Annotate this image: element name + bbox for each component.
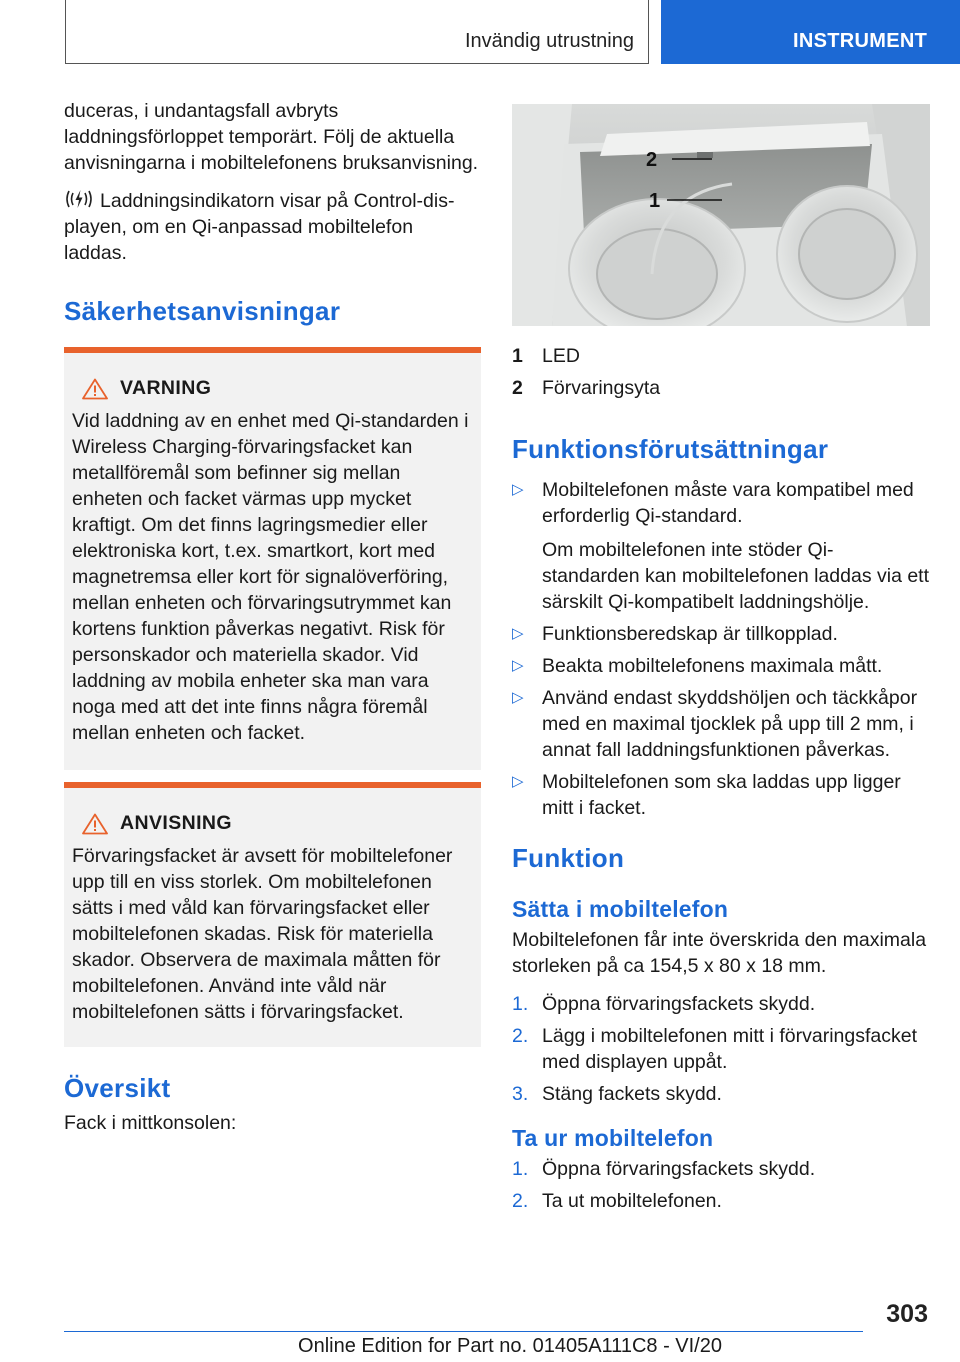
step-item [512,1023,930,1075]
step-text: Öppna förvaringsfackets skydd. [542,993,816,1015]
triangle-bullet-icon: ▷ [512,481,524,498]
header-section-title: Invändig utrustning [464,30,634,52]
list-item [512,685,930,763]
center-console-figure [512,104,930,326]
remove-steps [512,1156,930,1214]
legend-label: Förvaringsyta [542,377,661,399]
figure-legend [512,340,930,404]
legend-number: 2 [512,377,523,399]
wireless-charging-icon [64,188,94,210]
notice-text: Förvaringsfacket är avsett för mobiltelefoner upp till en viss storlek. Om mobiltelefonen sätts i med våld kan förvaringsfacket eller mobiltelefonen skadas. Risk för materiella skador. Observera de maximala måtten för mobiltelefonen. Använd inte våld när mobiltelefonen sätts i förvaringsfacket. [72,845,453,1023]
step-item [512,1156,930,1182]
callout-1: 1 [649,190,661,212]
list-item [512,653,930,679]
step-text: Stäng fackets skydd. [542,1083,722,1105]
left-column [64,98,481,1136]
insert-steps [512,991,930,1107]
notice-box [64,782,481,1047]
step-item [512,1188,930,1214]
step-text: Ta ut mobiltelefonen. [542,1190,722,1212]
notice-triangle-icon [82,813,108,835]
list-item-text: Mobiltelefonen måste vara kompatibel med erforderlig Qi-standard. [542,479,914,527]
indicator-text: Laddningsindikatorn visar på Control-displayen, om en Qi-anpassad mobiltelefon laddas. [64,190,455,264]
triangle-bullet-icon: ▷ [512,773,524,790]
list-item [512,621,930,647]
step-number: 2. [512,1190,529,1212]
footer-edition-text: Online Edition for Part no. 01405A111C8 - VI/20 [298,1335,722,1357]
triangle-bullet-icon: ▷ [512,689,524,706]
footer-divider [64,1331,863,1332]
console-illustration [512,104,930,326]
page-number: 303 [886,1300,928,1328]
legend-row [512,340,930,372]
warning-text: Vid laddning av en enhet med Qi-standarden i Wireless Charging-förvaringsfacket kan metallföremål som befinner sig mellan enheten och facket värmas upp mycket kraftigt. Om det finns lagringsmedier eller elektroniska kort, t.ex. smartkort, kort med magnetremsa eller kort för signalöverföring, mellan enheten och förvaringsutrymmet kan kortens funktion påverkas negativt. Risk för personskador och materiella skador. Vid laddning av mobila enheter ska man vara noga med att det inte finns några föremål mellan enheten och facket. [72,410,469,744]
step-text: Lägg i mobiltelefonen mitt i förvaringsfacket med displayen uppåt. [542,1025,918,1073]
safety-heading: Säkerhetsanvisningar [64,296,341,326]
warning-triangle-icon [82,378,108,400]
list-item-extra: Om mobiltelefonen inte stöder Qi-standarden kan mobiltelefonen laddas via ett särskilt Qi-kompatibelt laddningshölje. [542,539,930,613]
overview-text: Fack i mittkonsolen: [64,1112,237,1134]
header-section-box [65,0,649,64]
list-item [512,477,930,615]
header-chapter-title: INSTRUMENT [793,30,928,52]
legend-label: LED [542,345,580,367]
triangle-bullet-icon: ▷ [512,657,524,674]
list-item-text: Beakta mobiltelefonens maximala mått. [542,655,883,677]
overview-heading: Översikt [64,1073,171,1103]
step-text: Öppna förvaringsfackets skydd. [542,1158,816,1180]
legend-number: 1 [512,345,523,367]
step-number: 3. [512,1083,529,1105]
list-item-text: Använd endast skyddshöljen och täckkåpor med en maximal tjocklek på upp till 2 mm, i annat fall laddningsfunktionen påverkas. [542,687,918,761]
function-heading: Funktion [512,843,625,873]
warning-box [64,347,481,770]
intro-paragraph: duceras, i undantagsfall avbryts laddningsförloppet temporärt. Följ de aktuella anvisningarna i mobiltelefonens bruksanvisning. [64,100,479,174]
right-column [512,104,930,1220]
step-number: 1. [512,993,529,1015]
legend-row [512,372,930,404]
header-chapter-tab [661,0,960,64]
notice-title: ANVISNING [120,812,232,834]
footer-edition [0,1335,960,1358]
callout-2: 2 [646,149,658,171]
indicator-paragraph [64,188,481,266]
notice-title-row [72,812,473,835]
insert-heading: Sätta i mobiltelefon [512,896,729,922]
list-item-text: Funktionsberedskap är tillkopplad. [542,623,838,645]
step-item [512,1081,930,1107]
list-item-text: Mobiltelefonen som ska laddas upp ligger mitt i facket. [542,771,901,819]
list-item [512,769,930,821]
step-number: 1. [512,1158,529,1180]
prereq-heading: Funktionsförutsättningar [512,434,829,464]
step-number: 2. [512,1025,529,1047]
triangle-bullet-icon: ▷ [512,625,524,642]
prereq-list [512,477,930,821]
warning-title: VARNING [120,377,212,399]
step-item [512,991,930,1017]
warning-title-row [72,377,473,400]
remove-heading: Ta ur mobiltelefon [512,1125,714,1151]
insert-intro: Mobiltelefonen får inte överskrida den maximala storleken på ca 154,5 x 80 x 18 mm. [512,929,927,977]
